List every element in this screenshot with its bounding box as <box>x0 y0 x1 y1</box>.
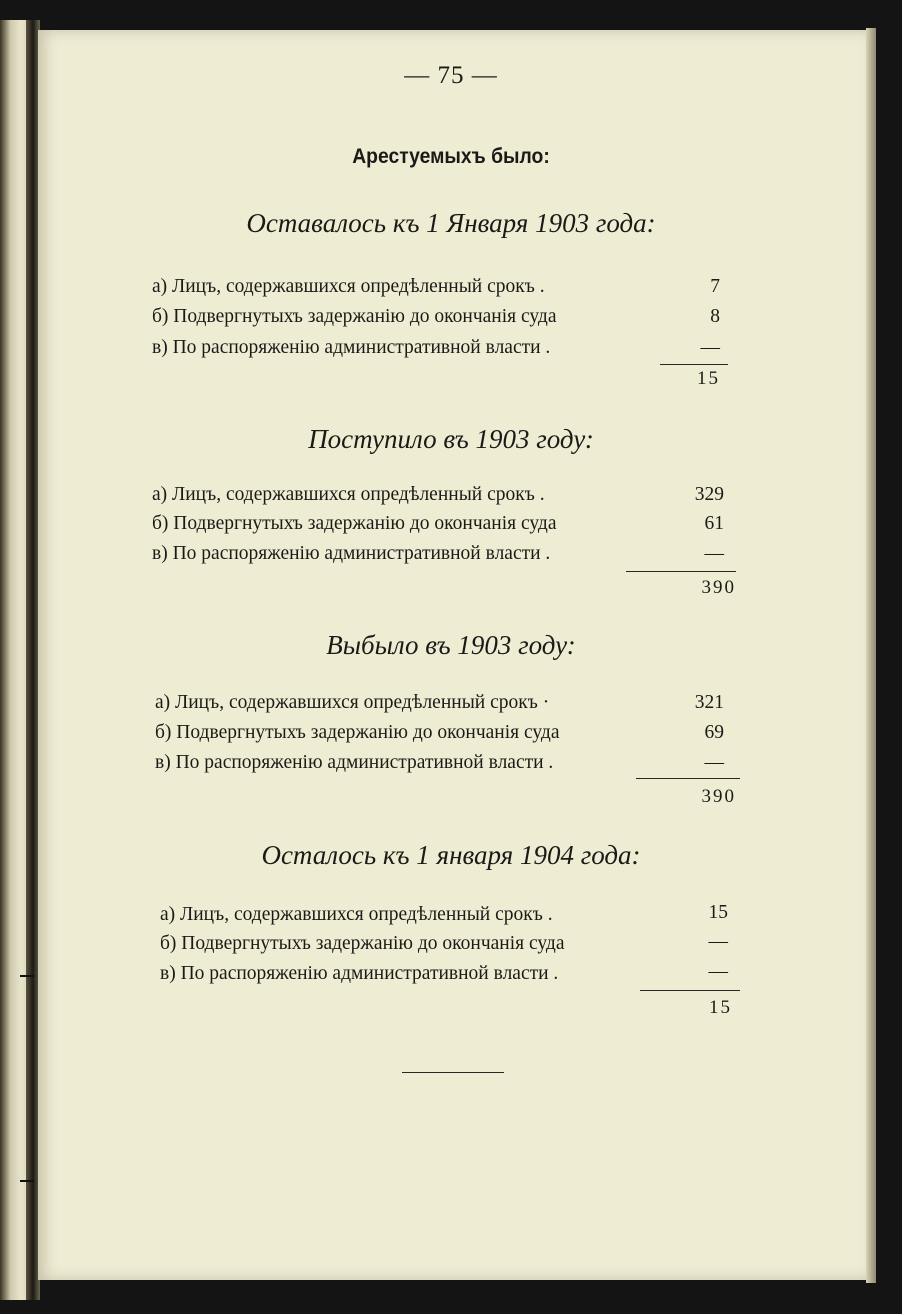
row-value: — <box>704 543 724 564</box>
row-value: — <box>708 931 728 952</box>
row-value: 329 <box>694 484 724 505</box>
row-label: в) По распоряженію административной власти . <box>160 963 559 984</box>
section-title: Выбыло въ 1903 году: <box>326 630 576 660</box>
row-value: 69 <box>704 722 724 743</box>
row-value: — <box>700 337 720 358</box>
row-value: — <box>704 752 724 773</box>
closing-rule <box>402 1072 504 1073</box>
row-label: а) Лицъ, содержавшихся опредѣленный срокъ . <box>160 904 553 925</box>
row-value: — <box>708 961 728 982</box>
row-value: 321 <box>694 692 724 713</box>
section-total: 390 <box>701 577 736 598</box>
page-heading: Арестуемыхъ было: <box>352 145 550 168</box>
sum-rule <box>626 571 736 572</box>
row-label: а) Лицъ, содержавшихся опредѣленный срокъ . <box>152 484 545 505</box>
row-label: в) По распоряженію административной власти . <box>152 337 551 358</box>
margin-mark <box>20 1180 34 1182</box>
section-total: 15 <box>697 368 720 389</box>
section-title: Оставалось къ 1 Января 1903 года: <box>246 208 656 238</box>
section-title: Поступило въ 1903 году: <box>308 424 594 454</box>
row-value: 7 <box>710 276 720 297</box>
row-label: б) Подвергнутыхъ задержанію до окончанія суда <box>155 722 560 743</box>
row-value: 8 <box>710 306 720 327</box>
sum-rule <box>660 364 728 365</box>
row-label: б) Подвергнутыхъ задержанію до окончанія суда <box>160 933 565 954</box>
sum-rule <box>636 778 740 779</box>
page-number: — 75 — <box>404 62 498 89</box>
margin-mark <box>20 975 34 977</box>
sum-rule <box>640 990 740 991</box>
row-label: а) Лицъ, содержавшихся опредѣленный срокъ . <box>152 276 545 297</box>
section-total: 15 <box>709 997 732 1018</box>
row-value: 61 <box>704 513 724 534</box>
row-label: а) Лицъ, содержавшихся опредѣленный срокъ · <box>155 692 550 713</box>
row-label: б) Подвергнутыхъ задержанію до окончанія суда <box>152 513 557 534</box>
section-title: Осталось къ 1 января 1904 года: <box>261 840 641 870</box>
section-total: 390 <box>701 786 736 807</box>
row-value: 15 <box>708 902 728 923</box>
row-label: в) По распоряженію административной власти . <box>152 543 551 564</box>
row-label: б) Подвергнутыхъ задержанію до окончанія суда <box>152 306 557 327</box>
row-label: в) По распоряженію административной власти . <box>155 752 554 773</box>
